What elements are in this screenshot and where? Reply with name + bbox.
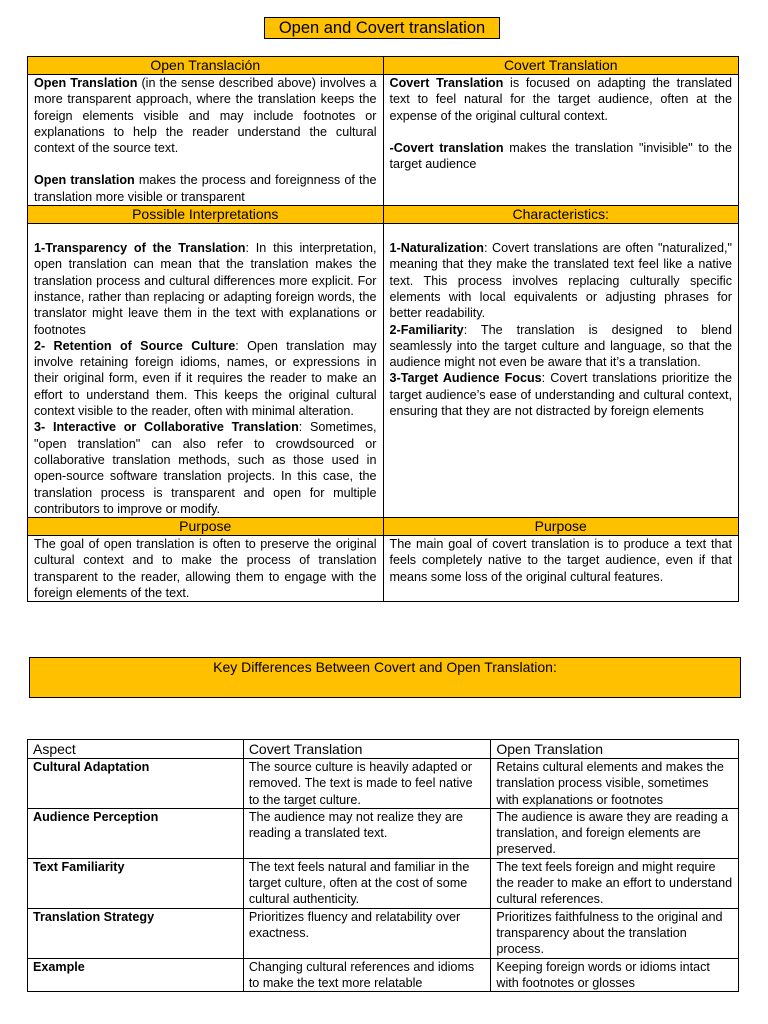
section-body-row [28, 75, 738, 206]
paragraph: 2-Familiarity: The translation is designed to blend seamlessly into the target culture and language, so that the audience might not even be aware that it’s a translation. [389, 322, 732, 370]
open-cell: The text feels foreign and might require the reader to make an effort to understand cultural references. [491, 858, 739, 908]
left-section-header: Possible Interpretations [28, 206, 383, 224]
key-differences-table [27, 739, 739, 992]
aspect-cell: Text Familiarity [28, 858, 244, 908]
paragraph: 1-Naturalization: Covert translations are often "naturalized," meaning that they make the translated text feel like a native text. This process involves replacing culturally specific elements with local equivalents or adjusting phrases for better readability. [389, 241, 732, 321]
column-header: Open Translation [491, 740, 739, 759]
column-header: Covert Translation [243, 740, 491, 759]
paragraph: The main goal of covert translation is to produce a text that feels completely native to the target audience, even if that means some loss of the original cultural features. [389, 537, 732, 584]
table-row [28, 858, 739, 908]
open-cell: The audience is aware they are reading a translation, and foreign elements are preserved. [491, 808, 739, 858]
characteristics [383, 224, 739, 517]
aspect-cell: Audience Perception [28, 808, 244, 858]
right-section-header: Covert Translation [383, 57, 739, 75]
aspect-cell: Cultural Adaptation [28, 759, 244, 809]
covert-cell: The text feels natural and familiar in the target culture, often at the cost of some cultural authenticity. [243, 858, 491, 908]
section-header-row [28, 57, 738, 75]
paragraph: 2- Retention of Source Culture: Open translation may involve retaining foreign idioms, names, or expressions in their original form, even if it requires the reader to make an effort to understand them. This keeps the original cultural context visible to the reader, often with minimal alteration. [34, 338, 377, 419]
table-row [28, 958, 739, 992]
open-cell: Keeping foreign words or idioms intact with footnotes or glosses [491, 958, 739, 992]
covert-translation-definition [383, 75, 739, 205]
left-section-header: Purpose [28, 518, 383, 536]
aspect-cell: Translation Strategy [28, 908, 244, 958]
right-section-header: Characteristics: [383, 206, 739, 224]
section-body-row [28, 224, 738, 518]
right-section-header: Purpose [383, 518, 739, 536]
open-translation-definition [28, 75, 383, 205]
comparison-grid [27, 56, 739, 602]
paragraph: Open translation makes the process and foreignness of the translation more visible or transparent [34, 173, 377, 204]
section-header-row [28, 518, 738, 536]
paragraph: Open Translation (in the sense described above) involves a more transparent approach, where the translation keeps the foreign elements visible and may include footnotes or explanations to help the reader understand the cultural context of the source text. [34, 76, 377, 156]
key-differences-heading: Key Differences Between Covert and Open Translation: [29, 657, 741, 698]
open-cell: Retains cultural elements and makes the translation process visible, sometimes with explanations or footnotes [491, 759, 739, 809]
aspect-cell: Example [28, 958, 244, 992]
table-row [28, 808, 739, 858]
page-title: Open and Covert translation [264, 17, 500, 39]
open-cell: Prioritizes faithfulness to the original and transparency about the translation process. [491, 908, 739, 958]
left-section-header: Open Translación [28, 57, 383, 75]
paragraph: 1-Transparency of the Translation: In this interpretation, open translation can mean that the translation makes the translation process and cultural differences more explicit. For instance, rather than replacing or adapting foreign words, the translator might leave them in the text with explanations or footnotes [34, 241, 377, 337]
paragraph: Covert Translation is focused on adapting the translated text to feel natural for the target audience, often at the expense of the original cultural context. [389, 76, 732, 123]
paragraph: 3- Interactive or Collaborative Translation: Sometimes, "open translation" can also refer to crowdsourced or collaborative translation methods, such as those used in open-source software translation projects. In this case, the translation process is transparent and open for multiple contributors to improve or modify. [34, 420, 377, 516]
column-header: Aspect [28, 740, 244, 759]
paragraph: 3-Target Audience Focus: Covert translations prioritize the target audience’s ease of understanding and cultural context, ensuring that they are not distracted by foreign elements [389, 371, 732, 419]
paragraph: The goal of open translation is often to preserve the original cultural context and to make the process of translation transparent to the reader, allowing them to engage with the foreign elements of the text. [34, 537, 377, 601]
covert-cell: The audience may not realize they are reading a translated text. [243, 808, 491, 858]
open-purpose [28, 536, 383, 601]
section-header-row [28, 206, 738, 224]
covert-cell: Changing cultural references and idioms to make the text more relatable [243, 958, 491, 992]
section-body-row [28, 536, 738, 601]
paragraph: -Covert translation makes the translation "invisible" to the target audience [389, 140, 732, 172]
covert-cell: The source culture is heavily adapted or removed. The text is made to feel native to the target culture. [243, 759, 491, 809]
covert-purpose [383, 536, 739, 601]
table-row [28, 908, 739, 958]
table-row [28, 759, 739, 809]
possible-interpretations [28, 224, 383, 517]
covert-cell: Prioritizes fluency and relatability over exactness. [243, 908, 491, 958]
table-header-row [28, 740, 739, 759]
